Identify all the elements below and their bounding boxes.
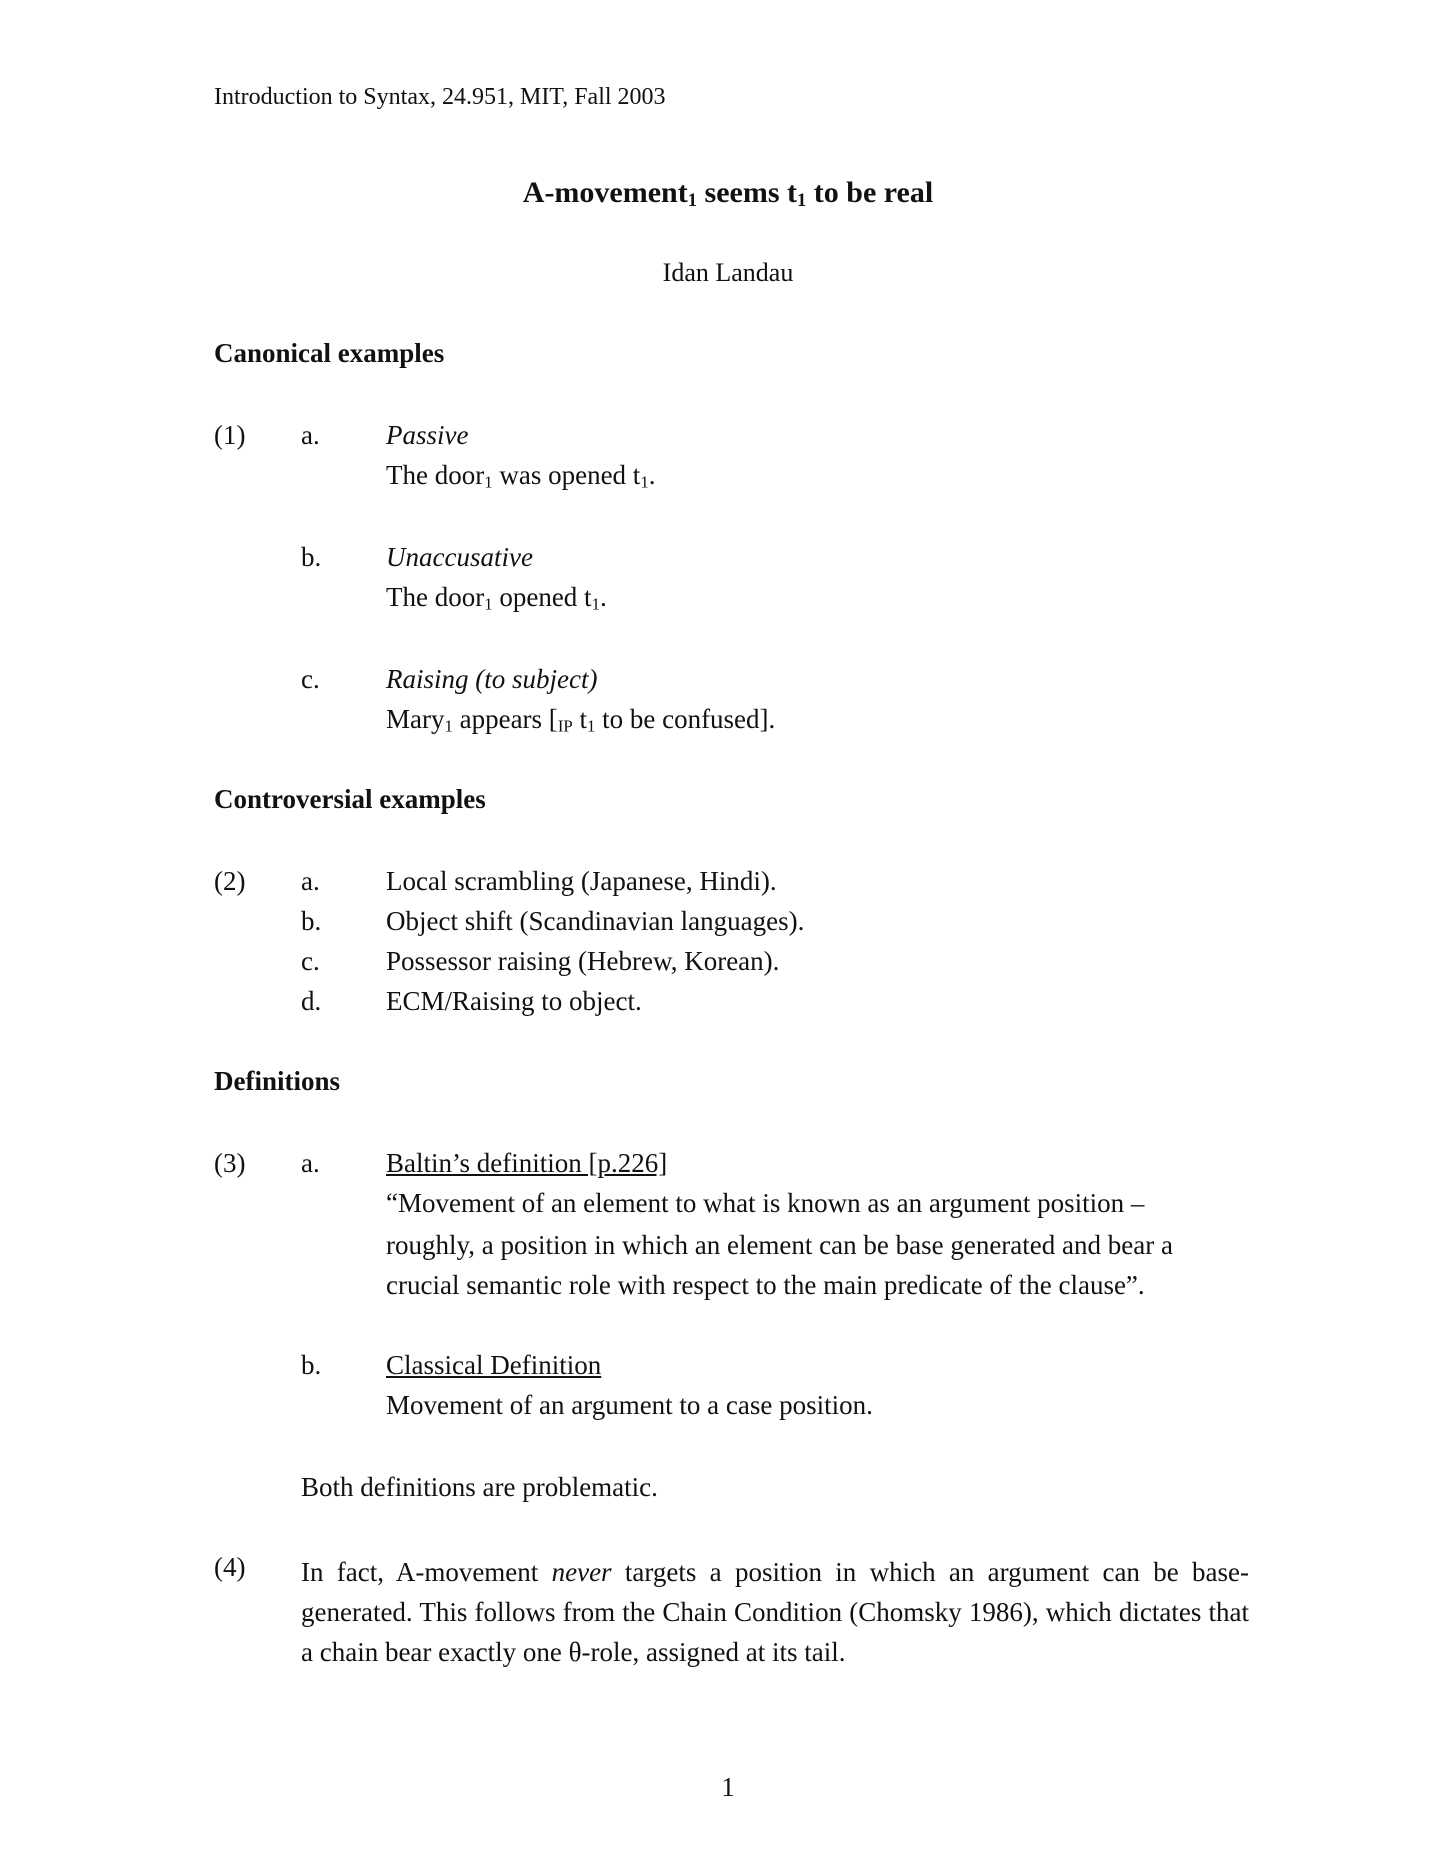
example-number-3: (3) (214, 1148, 246, 1178)
section-heading-controversial: Controversial examples (214, 784, 486, 814)
example-2d-text: ECM/Raising to object. (386, 986, 642, 1016)
example-number-1: (1) (214, 420, 246, 450)
example-3b-label: Classical Definition (386, 1350, 602, 1380)
course-header: Introduction to Syntax, 24.951, MIT, Fall 2003 (214, 84, 666, 110)
page-number: 1 (721, 1772, 735, 1802)
section-heading-canonical: Canonical examples (214, 338, 445, 368)
example-3a-quote-line: “Movement of an element to what is known as an argument position – (386, 1188, 1145, 1218)
example-3a-quote-line: crucial semantic role with respect to the main predicate of the clause”. (386, 1270, 1145, 1300)
author-name: Idan Landau (662, 258, 794, 287)
section-heading-definitions: Definitions (214, 1066, 341, 1096)
example-2a-text: Local scrambling (Japanese, Hindi). (386, 866, 777, 896)
example-1b-label: Unaccusative (386, 542, 533, 572)
page-title: A-movement$_1$ seems $t_1$ to be real (522, 176, 934, 212)
definitions-note: Both definitions are problematic. (301, 1472, 658, 1502)
emphasis-never: never (551, 1557, 612, 1587)
example-1a-sentence: The door$_1$ was opened $t_1$. (386, 460, 656, 492)
example-3a-label: Baltin’s definition [p.226] (386, 1148, 668, 1178)
example-number-2: (2) (214, 866, 246, 896)
example-1a-letter: a. (301, 420, 320, 450)
example-2b-text: Object shift (Scandinavian languages). (386, 906, 805, 936)
example-1b-letter: b. (301, 542, 322, 572)
example-3b-text: Movement of an argument to a case position. (386, 1390, 873, 1420)
example-2c-letter: c. (301, 946, 320, 976)
example-2c-text: Possessor raising (Hebrew, Korean). (386, 946, 780, 976)
example-2b-letter: b. (301, 906, 322, 936)
example-1c-letter: c. (301, 664, 320, 694)
example-1a-label: Passive (386, 420, 469, 450)
example-3a-letter: a. (301, 1148, 320, 1178)
paragraph-4: In fact, A-movement never targets a position in which an argument can be base-generated. This follows from the Chain Condition (Chomsky 1986), which dictates that a chain bear exactly one θ-role, assigned at its tail. (301, 1557, 1249, 1667)
example-1c-label: Raising (to subject) (386, 664, 598, 694)
example-number-4: (4) (214, 1552, 246, 1582)
example-1c-sentence: Mary$_1$ appears [$_{IP}$ $t_1$ to be confused]. (386, 704, 776, 736)
example-2a-letter: a. (301, 866, 320, 896)
example-2d-letter: d. (301, 986, 322, 1016)
example-3b-letter: b. (301, 1350, 322, 1380)
example-1b-sentence: The door$_1$ opened $t_1$. (386, 582, 607, 614)
example-3a-quote-line: roughly, a position in which an element can be base generated and bear a (386, 1230, 1173, 1260)
